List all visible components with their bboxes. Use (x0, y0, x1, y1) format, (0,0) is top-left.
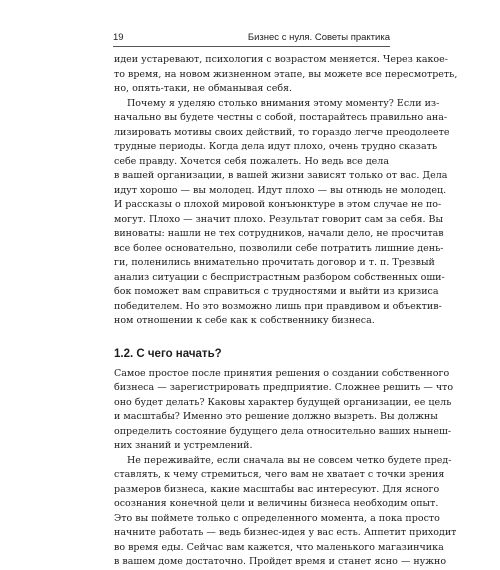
text-line: бизнеса — зарегистрировать предприятие. Сложнее решить — что (114, 382, 454, 393)
text-line: себе правду. Хочется себя пожалеть. Но ведь все дела (114, 155, 389, 167)
text-line: трудные периоды. Когда дела идут плохо, очень трудно сказать (114, 141, 438, 152)
text-line: но, опять-таки, не обманывая себя. (114, 83, 293, 94)
text-line: Самое простое после принятия решения о создании собственного (114, 367, 450, 379)
text-line: осознания конечной цели и величины бизнеса необходим опыт. (114, 498, 439, 509)
text-line: идут хорошо — вы молодец. Идут плохо — вы отнюдь не молодец. (114, 184, 447, 196)
text-line: них знаний и устремлений. (114, 440, 253, 451)
text-line: оно будет делать? Каковы характер будущей организации, ее цель (114, 396, 452, 408)
text-line: Это вы поймете только с определенного момента, а пока просто (114, 512, 440, 524)
text-line: в вашей организации, в вашей жизни зависят только от вас. Дела (114, 170, 448, 181)
paragraph (114, 53, 458, 97)
text-line: в вашем доме достаточно. Пройдет время и станет ясно — нужно (114, 556, 447, 567)
text-line: анализ ситуации с беспристрастным разбором собственных оши- (114, 271, 445, 283)
text-line: победителем. Но это возможно лишь при правдивом и объектив- (114, 300, 442, 312)
text-line: ги, поленились внимательно прочитать договор и т. п. Трезвый (114, 257, 435, 268)
text-line: размеров бизнеса, какие масштабы вас интересуют. Для ясного (114, 483, 440, 495)
text-line: Не переживайте, если сначала вы не совсем четко будете пред- (127, 454, 452, 466)
page-body (114, 53, 458, 570)
text-line: лизировать мотивы своих действий, то гораздо легче преодолеете (114, 126, 450, 138)
text-line: все более основательно, позволили себе потратить лишние день- (114, 242, 444, 254)
text-line: во время еды. Сейчас вам кажется, что маленького магазинчика (114, 541, 444, 553)
paragraph (114, 454, 457, 570)
section-heading: 1.2. С чего начать? (114, 347, 222, 360)
text-line: могут. Плохо — значит плохо. Результат говорит сам за себя. Вы (114, 213, 444, 225)
text-line: бок поможет вам справиться с трудностями и выйти из кризиса (114, 286, 439, 297)
text-line: Почему я уделяю столько внимания этому моменту? Если из- (127, 97, 440, 109)
text-line: И рассказы о плохой мировой конъюнктуре в этом случае не по- (114, 199, 442, 210)
text-line: начните работать — ведь бизнес-идея у вас есть. Аппетит приходит (114, 527, 457, 538)
text-line: ставлять, к чему стремиться, чего вам не хватает с точки зрения (114, 469, 445, 480)
paragraph (114, 97, 450, 329)
page-number: 19 (113, 32, 124, 43)
text-line: идеи устаревают, психология с возрастом меняется. Через какое- (114, 54, 448, 65)
text-line: определить состояние будущего дела относительно ваших нынеш- (114, 425, 452, 437)
text-line: ном отношении к себе как к собственнику бизнеса. (114, 315, 375, 326)
text-line: начально вы будете честны с собой, постарайтесь правильно ана- (114, 112, 448, 123)
paragraph (114, 367, 454, 454)
running-header (113, 30, 390, 47)
text-block-after-heading (114, 367, 457, 570)
running-title: Бизнес с нуля. Советы практика (247, 32, 390, 43)
text-line: и масштабы? Именно это решение должно вызреть. Вы должны (114, 411, 438, 422)
text-block-before-heading (114, 53, 458, 329)
text-line: то время, на новом жизненном этапе, вы можете все пересмотреть, (114, 68, 458, 80)
text-line: виноваты: нашли не тех сотрудников, начали дело, не просчитав (114, 228, 444, 239)
